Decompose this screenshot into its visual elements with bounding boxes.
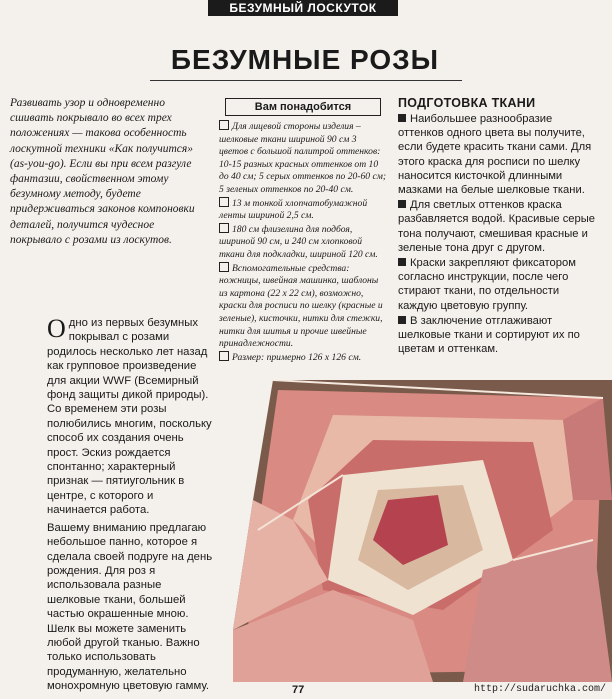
prep-item: В заключение отглаживают шелковые ткани и сортируют их по цветам и оттенкам. xyxy=(398,314,580,356)
section-header: БЕЗУМНЫЙ ЛОСКУТОК xyxy=(208,0,398,16)
materials-heading: Вам понадобится xyxy=(225,98,381,116)
checkbox-icon xyxy=(219,262,229,272)
checkbox-icon xyxy=(219,223,229,233)
watermark-url: http://sudaruchka.com/ xyxy=(474,684,607,695)
materials-item: Размер: примерно 126 x 126 см. xyxy=(219,351,387,365)
materials-item: 13 м тонкой хлопчатобумажной ленты шириной 2,5 см. xyxy=(219,197,368,222)
bullet-square-icon xyxy=(398,316,406,324)
title-rule xyxy=(150,80,462,81)
prep-item: Краски закрепляют фиксатором согласно инструкции, после чего стирают ткани, по отдельности каждую цветовую группу. xyxy=(398,257,576,312)
materials-item: 180 см флизелина для подбоя, шириной 90 см, и 240 см хлопковой ткани для подкладки, шириной 120 см. xyxy=(219,223,378,260)
materials-list xyxy=(219,120,387,364)
prep-heading: ПОДГОТОВКА ТКАНИ xyxy=(398,96,536,110)
bullet-square-icon xyxy=(398,114,406,122)
bullet-square-icon xyxy=(398,258,406,266)
quilt-photo xyxy=(233,380,612,682)
prep-item: Для светлых оттенков краска разбавляется водой. Красивые серые тона получают, смешивая красные и зеленые тона друг с другом. xyxy=(398,199,596,254)
body-column xyxy=(47,316,215,697)
bullet-square-icon xyxy=(398,200,406,208)
body-paragraph-2: Вашему вниманию предлагаю небольшое панно, которое я сделала своей подруге на день рождения. Для роз я использовала разные шелковые ткани, большей частью окрашенные мною. Шелк вы можете заменить любой другой тканью. Важно только использовать продуманную, желательно монохромную цветовую гамму. xyxy=(47,521,213,693)
page-number: 77 xyxy=(292,684,305,696)
page-title: БЕЗУМНЫЕ РОЗЫ xyxy=(170,44,440,75)
prep-item: Наибольшее разнообразие оттенков одного цвета вы получите, если будете красить ткани сами. Для этого краска для росписи по шелку наносится кисточкой длинными мазками на белые шелковые ткани. xyxy=(398,113,592,197)
body-paragraph-1: Одно из первых безумных покрывал с розами родилось несколько лет назад как групповое произведение для акции WWF (Всемирный фонд защиты дикой природы). Со временем эти розы полюбились многим, поскольку способ их создания очень прост. Эскиз рождается спонтанно; характерный признак — пятиугольник в центре, с которого и начинается работа. xyxy=(47,314,212,517)
prep-list xyxy=(398,112,598,357)
checkbox-icon xyxy=(219,197,229,207)
materials-item: Для лицевой стороны изделия – шелковые ткани шириной 90 см 3 цветов с большой палитрой оттенков: 10-15 разных красных оттенков от 10 до 40 см; 5 серых оттенков по 20-60 см; 5 зеленых оттенков по 20-40 см. xyxy=(219,121,387,195)
materials-item: Вспомогательные средства: ножницы, швейная машинка, шаблоны из картона (22 x 22 см), возможно, краски для росписи по шелку (красные и зеленые), кисточки, нитки для стежки, нитки для шитья и прочие швейные принадлежности. xyxy=(219,262,383,350)
drop-cap: О xyxy=(47,314,66,343)
checkbox-icon xyxy=(219,351,229,361)
checkbox-icon xyxy=(219,120,229,130)
intro-text: Развивать узор и одновременно сшивать покрывало во всех трех положениях — такова особенность лоскутной техники «Как получится» (as-you-go). Если вы при всем разгуле фантазии, свойственном этому безумному методу, будете придерживаться законов компоновки деталей, получится чудесное покрывало с розами из лоскутов. xyxy=(10,97,195,246)
